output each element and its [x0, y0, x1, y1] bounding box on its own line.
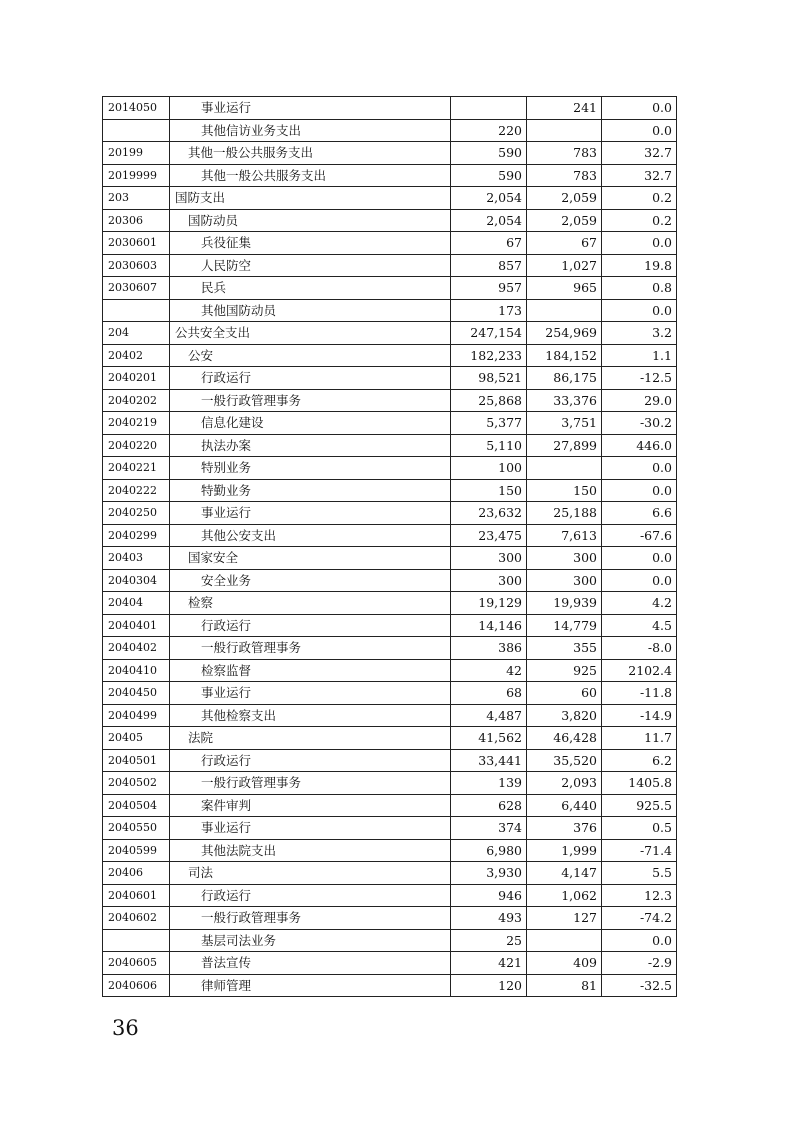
- value-current-cell: 6,440: [527, 794, 602, 817]
- name-cell: 国防支出: [170, 187, 451, 210]
- name-cell: 检察监督: [170, 659, 451, 682]
- name-cell: 信息化建设: [170, 412, 451, 435]
- change-percent-cell: 6.6: [602, 502, 677, 525]
- change-percent-cell: 2102.4: [602, 659, 677, 682]
- name-cell: 民兵: [170, 277, 451, 300]
- name-cell: 行政运行: [170, 367, 451, 390]
- value-current-cell: 2,093: [527, 772, 602, 795]
- table-row: [103, 637, 677, 660]
- value-current-cell: 355: [527, 637, 602, 660]
- value-prior-cell: 120: [451, 974, 527, 997]
- table-row: [103, 772, 677, 795]
- code-cell: 2040601: [103, 884, 170, 907]
- name-cell: 其他法院支出: [170, 839, 451, 862]
- value-current-cell: 1,062: [527, 884, 602, 907]
- name-cell: 特勤业务: [170, 479, 451, 502]
- name-cell: 人民防空: [170, 254, 451, 277]
- value-current-cell: [527, 457, 602, 480]
- name-cell: 其他公安支出: [170, 524, 451, 547]
- change-percent-cell: -2.9: [602, 952, 677, 975]
- value-current-cell: 35,520: [527, 749, 602, 772]
- change-percent-cell: -12.5: [602, 367, 677, 390]
- value-current-cell: 300: [527, 569, 602, 592]
- table-row: [103, 614, 677, 637]
- change-percent-cell: 0.0: [602, 299, 677, 322]
- code-cell: 20403: [103, 547, 170, 570]
- table-row: [103, 322, 677, 345]
- code-cell: 2040202: [103, 389, 170, 412]
- code-cell: 2040605: [103, 952, 170, 975]
- code-cell: 2040410: [103, 659, 170, 682]
- table-row: [103, 727, 677, 750]
- change-percent-cell: -67.6: [602, 524, 677, 547]
- name-cell: 法院: [170, 727, 451, 750]
- value-prior-cell: 2,054: [451, 187, 527, 210]
- code-cell: 2040222: [103, 479, 170, 502]
- table-row: [103, 209, 677, 232]
- change-percent-cell: -11.8: [602, 682, 677, 705]
- table-row: [103, 97, 677, 120]
- table-row: [103, 862, 677, 885]
- code-cell: 2030601: [103, 232, 170, 255]
- change-percent-cell: 0.8: [602, 277, 677, 300]
- change-percent-cell: 32.7: [602, 142, 677, 165]
- value-prior-cell: 220: [451, 119, 527, 142]
- value-prior-cell: 300: [451, 547, 527, 570]
- code-cell: 2040499: [103, 704, 170, 727]
- value-current-cell: 1,999: [527, 839, 602, 862]
- change-percent-cell: 11.7: [602, 727, 677, 750]
- value-current-cell: 925: [527, 659, 602, 682]
- change-percent-cell: -71.4: [602, 839, 677, 862]
- name-cell: 基层司法业务: [170, 929, 451, 952]
- table-row: [103, 682, 677, 705]
- table-row: [103, 164, 677, 187]
- table-row: [103, 434, 677, 457]
- value-prior-cell: 23,475: [451, 524, 527, 547]
- name-cell: 案件审判: [170, 794, 451, 817]
- name-cell: 司法: [170, 862, 451, 885]
- value-prior-cell: 5,110: [451, 434, 527, 457]
- table-row: [103, 547, 677, 570]
- value-prior-cell: 98,521: [451, 367, 527, 390]
- budget-table: [102, 96, 677, 997]
- table-body: [103, 97, 677, 997]
- change-percent-cell: -14.9: [602, 704, 677, 727]
- change-percent-cell: 925.5: [602, 794, 677, 817]
- table-row: [103, 907, 677, 930]
- change-percent-cell: 4.5: [602, 614, 677, 637]
- value-current-cell: 33,376: [527, 389, 602, 412]
- value-current-cell: 783: [527, 142, 602, 165]
- value-current-cell: [527, 119, 602, 142]
- value-current-cell: [527, 299, 602, 322]
- value-prior-cell: [451, 97, 527, 120]
- value-current-cell: 4,147: [527, 862, 602, 885]
- code-cell: 20406: [103, 862, 170, 885]
- change-percent-cell: 5.5: [602, 862, 677, 885]
- name-cell: 安全业务: [170, 569, 451, 592]
- value-prior-cell: 590: [451, 142, 527, 165]
- value-current-cell: 27,899: [527, 434, 602, 457]
- value-current-cell: [527, 929, 602, 952]
- table-row: [103, 794, 677, 817]
- change-percent-cell: 0.0: [602, 569, 677, 592]
- change-percent-cell: 0.2: [602, 209, 677, 232]
- name-cell: 普法宣传: [170, 952, 451, 975]
- change-percent-cell: 1405.8: [602, 772, 677, 795]
- code-cell: 2040606: [103, 974, 170, 997]
- value-prior-cell: 4,487: [451, 704, 527, 727]
- table-row: [103, 974, 677, 997]
- code-cell: 2040299: [103, 524, 170, 547]
- code-cell: 2040250: [103, 502, 170, 525]
- name-cell: 事业运行: [170, 502, 451, 525]
- value-prior-cell: 957: [451, 277, 527, 300]
- change-percent-cell: 29.0: [602, 389, 677, 412]
- code-cell: 20306: [103, 209, 170, 232]
- code-cell: 204: [103, 322, 170, 345]
- table-row: [103, 839, 677, 862]
- value-prior-cell: 25: [451, 929, 527, 952]
- name-cell: 其他一般公共服务支出: [170, 142, 451, 165]
- table-row: [103, 254, 677, 277]
- code-cell: 2040502: [103, 772, 170, 795]
- page-number: 36: [112, 1016, 139, 1040]
- code-cell: 2019999: [103, 164, 170, 187]
- value-current-cell: 241: [527, 97, 602, 120]
- change-percent-cell: 0.2: [602, 187, 677, 210]
- value-prior-cell: 3,930: [451, 862, 527, 885]
- change-percent-cell: -32.5: [602, 974, 677, 997]
- value-prior-cell: 857: [451, 254, 527, 277]
- code-cell: 2030607: [103, 277, 170, 300]
- value-current-cell: 2,059: [527, 209, 602, 232]
- value-current-cell: 254,969: [527, 322, 602, 345]
- name-cell: 一般行政管理事务: [170, 389, 451, 412]
- code-cell: 2040599: [103, 839, 170, 862]
- value-current-cell: 46,428: [527, 727, 602, 750]
- value-current-cell: 7,613: [527, 524, 602, 547]
- name-cell: 事业运行: [170, 682, 451, 705]
- name-cell: 国防动员: [170, 209, 451, 232]
- value-current-cell: 127: [527, 907, 602, 930]
- value-prior-cell: 182,233: [451, 344, 527, 367]
- change-percent-cell: 0.0: [602, 547, 677, 570]
- name-cell: 一般行政管理事务: [170, 637, 451, 660]
- value-current-cell: 376: [527, 817, 602, 840]
- name-cell: 公共安全支出: [170, 322, 451, 345]
- code-cell: 203: [103, 187, 170, 210]
- value-prior-cell: 5,377: [451, 412, 527, 435]
- change-percent-cell: 1.1: [602, 344, 677, 367]
- code-cell: 2014050: [103, 97, 170, 120]
- change-percent-cell: 3.2: [602, 322, 677, 345]
- value-prior-cell: 374: [451, 817, 527, 840]
- name-cell: 特别业务: [170, 457, 451, 480]
- code-cell: [103, 929, 170, 952]
- table-row: [103, 119, 677, 142]
- value-prior-cell: 139: [451, 772, 527, 795]
- value-current-cell: 965: [527, 277, 602, 300]
- value-current-cell: 184,152: [527, 344, 602, 367]
- name-cell: 国家安全: [170, 547, 451, 570]
- value-prior-cell: 25,868: [451, 389, 527, 412]
- name-cell: 律师管理: [170, 974, 451, 997]
- value-current-cell: 300: [527, 547, 602, 570]
- table-row: [103, 704, 677, 727]
- value-prior-cell: 2,054: [451, 209, 527, 232]
- code-cell: 20404: [103, 592, 170, 615]
- code-cell: 20199: [103, 142, 170, 165]
- name-cell: 行政运行: [170, 614, 451, 637]
- code-cell: 2040450: [103, 682, 170, 705]
- value-prior-cell: 173: [451, 299, 527, 322]
- table-row: [103, 929, 677, 952]
- name-cell: 其他信访业务支出: [170, 119, 451, 142]
- table-row: [103, 232, 677, 255]
- value-prior-cell: 247,154: [451, 322, 527, 345]
- change-percent-cell: -8.0: [602, 637, 677, 660]
- table-row: [103, 952, 677, 975]
- value-current-cell: 25,188: [527, 502, 602, 525]
- table-row: [103, 592, 677, 615]
- value-prior-cell: 67: [451, 232, 527, 255]
- code-cell: 2040504: [103, 794, 170, 817]
- value-prior-cell: 33,441: [451, 749, 527, 772]
- table-row: [103, 367, 677, 390]
- name-cell: 其他国防动员: [170, 299, 451, 322]
- value-current-cell: 1,027: [527, 254, 602, 277]
- code-cell: 2040219: [103, 412, 170, 435]
- code-cell: 2040221: [103, 457, 170, 480]
- code-cell: 2040602: [103, 907, 170, 930]
- change-percent-cell: 0.0: [602, 929, 677, 952]
- name-cell: 行政运行: [170, 749, 451, 772]
- code-cell: 2040220: [103, 434, 170, 457]
- value-prior-cell: 628: [451, 794, 527, 817]
- change-percent-cell: 0.5: [602, 817, 677, 840]
- change-percent-cell: 446.0: [602, 434, 677, 457]
- table-row: [103, 389, 677, 412]
- value-prior-cell: 590: [451, 164, 527, 187]
- table-row: [103, 524, 677, 547]
- table-row: [103, 344, 677, 367]
- name-cell: 一般行政管理事务: [170, 907, 451, 930]
- change-percent-cell: 0.0: [602, 97, 677, 120]
- change-percent-cell: 32.7: [602, 164, 677, 187]
- value-prior-cell: 68: [451, 682, 527, 705]
- name-cell: 事业运行: [170, 97, 451, 120]
- table-row: [103, 479, 677, 502]
- value-prior-cell: 23,632: [451, 502, 527, 525]
- code-cell: 20405: [103, 727, 170, 750]
- value-current-cell: 783: [527, 164, 602, 187]
- value-prior-cell: 300: [451, 569, 527, 592]
- value-prior-cell: 386: [451, 637, 527, 660]
- change-percent-cell: 0.0: [602, 119, 677, 142]
- value-current-cell: 81: [527, 974, 602, 997]
- value-current-cell: 150: [527, 479, 602, 502]
- name-cell: 执法办案: [170, 434, 451, 457]
- change-percent-cell: 4.2: [602, 592, 677, 615]
- change-percent-cell: 12.3: [602, 884, 677, 907]
- table-row: [103, 457, 677, 480]
- code-cell: 20402: [103, 344, 170, 367]
- code-cell: 2040550: [103, 817, 170, 840]
- value-current-cell: 67: [527, 232, 602, 255]
- table-row: [103, 659, 677, 682]
- code-cell: 2040201: [103, 367, 170, 390]
- table-row: [103, 749, 677, 772]
- change-percent-cell: 6.2: [602, 749, 677, 772]
- value-current-cell: 86,175: [527, 367, 602, 390]
- table-row: [103, 299, 677, 322]
- value-prior-cell: 19,129: [451, 592, 527, 615]
- value-prior-cell: 493: [451, 907, 527, 930]
- code-cell: 2030603: [103, 254, 170, 277]
- value-current-cell: 409: [527, 952, 602, 975]
- value-prior-cell: 150: [451, 479, 527, 502]
- code-cell: 2040401: [103, 614, 170, 637]
- value-prior-cell: 41,562: [451, 727, 527, 750]
- change-percent-cell: 0.0: [602, 232, 677, 255]
- code-cell: [103, 119, 170, 142]
- value-current-cell: 2,059: [527, 187, 602, 210]
- name-cell: 公安: [170, 344, 451, 367]
- change-percent-cell: 0.0: [602, 457, 677, 480]
- change-percent-cell: -30.2: [602, 412, 677, 435]
- name-cell: 其他检察支出: [170, 704, 451, 727]
- value-prior-cell: 6,980: [451, 839, 527, 862]
- name-cell: 一般行政管理事务: [170, 772, 451, 795]
- value-prior-cell: 421: [451, 952, 527, 975]
- code-cell: 2040402: [103, 637, 170, 660]
- table-row: [103, 884, 677, 907]
- table-row: [103, 142, 677, 165]
- value-current-cell: 60: [527, 682, 602, 705]
- name-cell: 检察: [170, 592, 451, 615]
- table-row: [103, 412, 677, 435]
- change-percent-cell: -74.2: [602, 907, 677, 930]
- code-cell: 2040304: [103, 569, 170, 592]
- value-prior-cell: 100: [451, 457, 527, 480]
- table-row: [103, 277, 677, 300]
- name-cell: 事业运行: [170, 817, 451, 840]
- value-current-cell: 3,751: [527, 412, 602, 435]
- name-cell: 其他一般公共服务支出: [170, 164, 451, 187]
- code-cell: [103, 299, 170, 322]
- value-current-cell: 14,779: [527, 614, 602, 637]
- table-row: [103, 502, 677, 525]
- value-prior-cell: 14,146: [451, 614, 527, 637]
- change-percent-cell: 0.0: [602, 479, 677, 502]
- code-cell: 2040501: [103, 749, 170, 772]
- table-row: [103, 817, 677, 840]
- change-percent-cell: 19.8: [602, 254, 677, 277]
- value-prior-cell: 42: [451, 659, 527, 682]
- table-row: [103, 569, 677, 592]
- name-cell: 兵役征集: [170, 232, 451, 255]
- value-prior-cell: 946: [451, 884, 527, 907]
- value-current-cell: 19,939: [527, 592, 602, 615]
- value-current-cell: 3,820: [527, 704, 602, 727]
- name-cell: 行政运行: [170, 884, 451, 907]
- table-row: [103, 187, 677, 210]
